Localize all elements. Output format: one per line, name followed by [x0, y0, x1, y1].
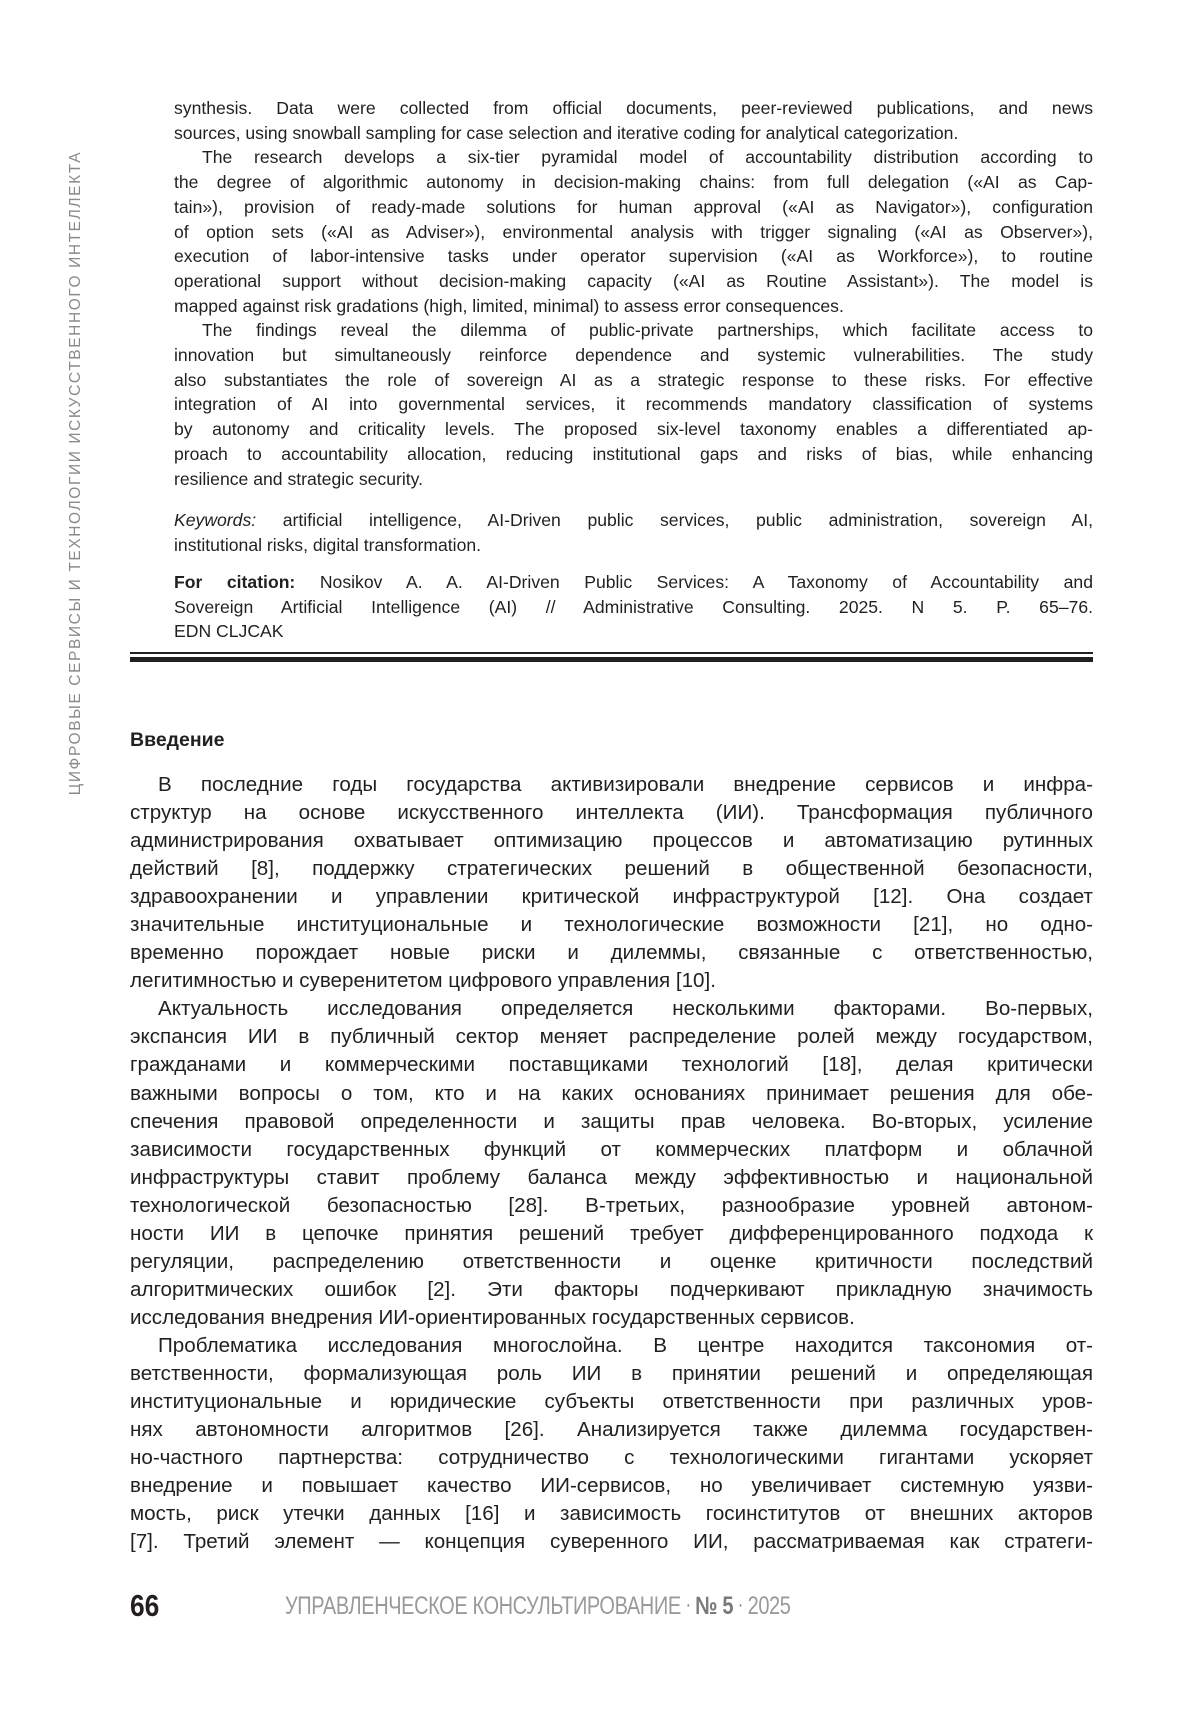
text-line: of option sets («AI as Adviser»), environmental analysis with trigger signaling («AI as Observer»), — [174, 220, 1093, 245]
text-line: инфраструктуры ставит проблему баланса между эффективностью и национальной — [130, 1164, 1093, 1192]
paragraph — [174, 96, 1093, 145]
body-text — [130, 771, 1093, 1556]
citation-line-1: Nosikov A. A. AI-Driven Public Services: A Taxonomy of Accountability and — [320, 572, 1093, 592]
text-line: значительные институциональные и технологические возможности [21], но одно- — [130, 911, 1093, 939]
text-line: нях автономности алгоритмов [26]. Анализируется также дилемма государствен- — [130, 1416, 1093, 1444]
text-line: integration of AI into governmental services, it recommends mandatory classification of systems — [174, 392, 1093, 417]
divider-thin — [130, 652, 1093, 654]
text-line: легитимностью и суверенитетом цифрового управления [10]. — [130, 967, 1093, 995]
text-line: The findings reveal the dilemma of public-private partnerships, which facilitate access to — [174, 318, 1093, 343]
citation-line-2: Sovereign Artificial Intelligence (AI) // Administrative Consulting. 2025. N 5. P. 65–76. — [174, 595, 1093, 620]
text-line: [7]. Третий элемент — концепция суверенного ИИ, рассматриваемая как стратеги- — [130, 1528, 1093, 1556]
citation-line-3: EDN CLJCAK — [174, 619, 1093, 644]
text-line: здравоохранении и управлении критической инфраструктурой [12]. Она создает — [130, 883, 1093, 911]
text-line: структур на основе искусственного интеллекта (ИИ). Трансформация публичного — [130, 799, 1093, 827]
keywords-label: Keywords: — [174, 510, 256, 530]
text-line: временно порождает новые риски и дилеммы, связанные с ответственностью, — [130, 939, 1093, 967]
separator: · — [686, 1594, 691, 1616]
text-line: execution of labor-intensive tasks under operator supervision («AI as Workforce»), to routine — [174, 244, 1093, 269]
divider-thick — [130, 657, 1093, 662]
abstract-text — [174, 96, 1093, 491]
paragraph — [130, 771, 1093, 995]
section-heading: Введение — [130, 729, 225, 752]
text-line: гражданами и коммерческими поставщиками технологий [18], делая критически — [130, 1051, 1093, 1079]
paragraph — [130, 995, 1093, 1332]
text-line: администрирования охватывает оптимизацию процессов и автоматизацию рутинных — [130, 827, 1093, 855]
text-line: внедрение и повышает качество ИИ-сервисов, но увеличивает системную уязви- — [130, 1472, 1093, 1500]
year: 2025 — [748, 1592, 791, 1620]
text-line: operational support without decision-making capacity («AI as Routine Assistant»). The model is — [174, 269, 1093, 294]
text-line: mapped against risk gradations (high, limited, minimal) to assess error consequences. — [174, 294, 1093, 319]
text-line: исследования внедрения ИИ-ориентированных государственных сервисов. — [130, 1304, 1093, 1332]
text-line: The research develops a six-tier pyramidal model of accountability distribution according to — [174, 145, 1093, 170]
text-line: ности ИИ в цепочке принятия решений требует дифференцированного подхода к — [130, 1220, 1093, 1248]
paragraph — [130, 1332, 1093, 1556]
paragraph — [174, 145, 1093, 318]
text-line: Актуальность исследования определяется несколькими факторами. Во-первых, — [130, 995, 1093, 1023]
keywords-line-2: institutional risks, digital transformation. — [174, 533, 1093, 558]
text-line: но-частного партнерства: сотрудничество с технологическими гигантами ускоряет — [130, 1444, 1093, 1472]
text-line: innovation but simultaneously reinforce dependence and systemic vulnerabilities. The study — [174, 343, 1093, 368]
text-line: by autonomy and criticality levels. The proposed six-level taxonomy enables a differentiated ap- — [174, 417, 1093, 442]
text-line: synthesis. Data were collected from official documents, peer-reviewed publications, and news — [174, 96, 1093, 121]
citation-label: For citation: — [174, 572, 295, 592]
keywords-line-1: artificial intelligence, AI-Driven public services, public administration, sovereign AI, — [283, 510, 1093, 530]
text-line: технологической безопасностью [28]. В-третьих, разнообразие уровней автоном- — [130, 1192, 1093, 1220]
journal-info — [285, 1592, 791, 1621]
citation — [174, 570, 1093, 644]
text-line: действий [8], поддержку стратегических решений в общественной безопасности, — [130, 855, 1093, 883]
text-line: спечения правовой определенности и защиты прав человека. Во-вторых, усиление — [130, 1108, 1093, 1136]
page-footer — [130, 1588, 1110, 1628]
text-line: алгоритмических ошибок [2]. Эти факторы подчеркивают прикладную значимость — [130, 1276, 1093, 1304]
text-line: resilience and strategic security. — [174, 467, 1093, 492]
text-line: регуляции, распределению ответственности и оценке критичности последствий — [130, 1248, 1093, 1276]
text-line: proach to accountability allocation, reducing institutional gaps and risks of bias, while enhancing — [174, 442, 1093, 467]
text-line: ветственности, формализующая роль ИИ в принятии решений и определяющая — [130, 1360, 1093, 1388]
text-line: Проблематика исследования многослойна. В центре находится таксономия от- — [130, 1332, 1093, 1360]
text-line: the degree of algorithmic autonomy in decision-making chains: from full delegation («AI as Cap- — [174, 170, 1093, 195]
text-line: зависимости государственных функций от коммерческих платформ и облачной — [130, 1136, 1093, 1164]
text-line: also substantiates the role of sovereign AI as a strategic response to these risks. For effective — [174, 368, 1093, 393]
page-number: 66 — [130, 1588, 159, 1624]
paragraph — [174, 318, 1093, 491]
text-line: tain»), provision of ready-made solutions for human approval («AI as Navigator»), configuration — [174, 195, 1093, 220]
keywords — [174, 508, 1093, 557]
issue-number: № 5 — [695, 1592, 733, 1620]
text-line: экспансия ИИ в публичный сектор меняет распределение ролей между государством, — [130, 1023, 1093, 1051]
text-line: мость, риск утечки данных [16] и зависимость госинститутов от внешних акторов — [130, 1500, 1093, 1528]
text-line: sources, using snowball sampling for case selection and iterative coding for analytical categorization. — [174, 121, 1093, 146]
running-side-title — [64, 98, 88, 848]
side-title-text: ЦИФРОВЫЕ СЕРВИСЫ И ТЕХНОЛОГИИ ИСКУССТВЕННОГО ИНТЕЛЛЕКТА — [64, 98, 88, 848]
text-line: важными вопросы о том, кто и на каких основаниях принимает решения для обе- — [130, 1080, 1093, 1108]
separator: · — [738, 1594, 743, 1616]
text-line: институциональные и юридические субъекты ответственности при различных уров- — [130, 1388, 1093, 1416]
text-line: В последние годы государства активизировали внедрение сервисов и инфра- — [130, 771, 1093, 799]
journal-title: УПРАВЛЕНЧЕСКОЕ КОНСУЛЬТИРОВАНИЕ — [285, 1592, 681, 1620]
